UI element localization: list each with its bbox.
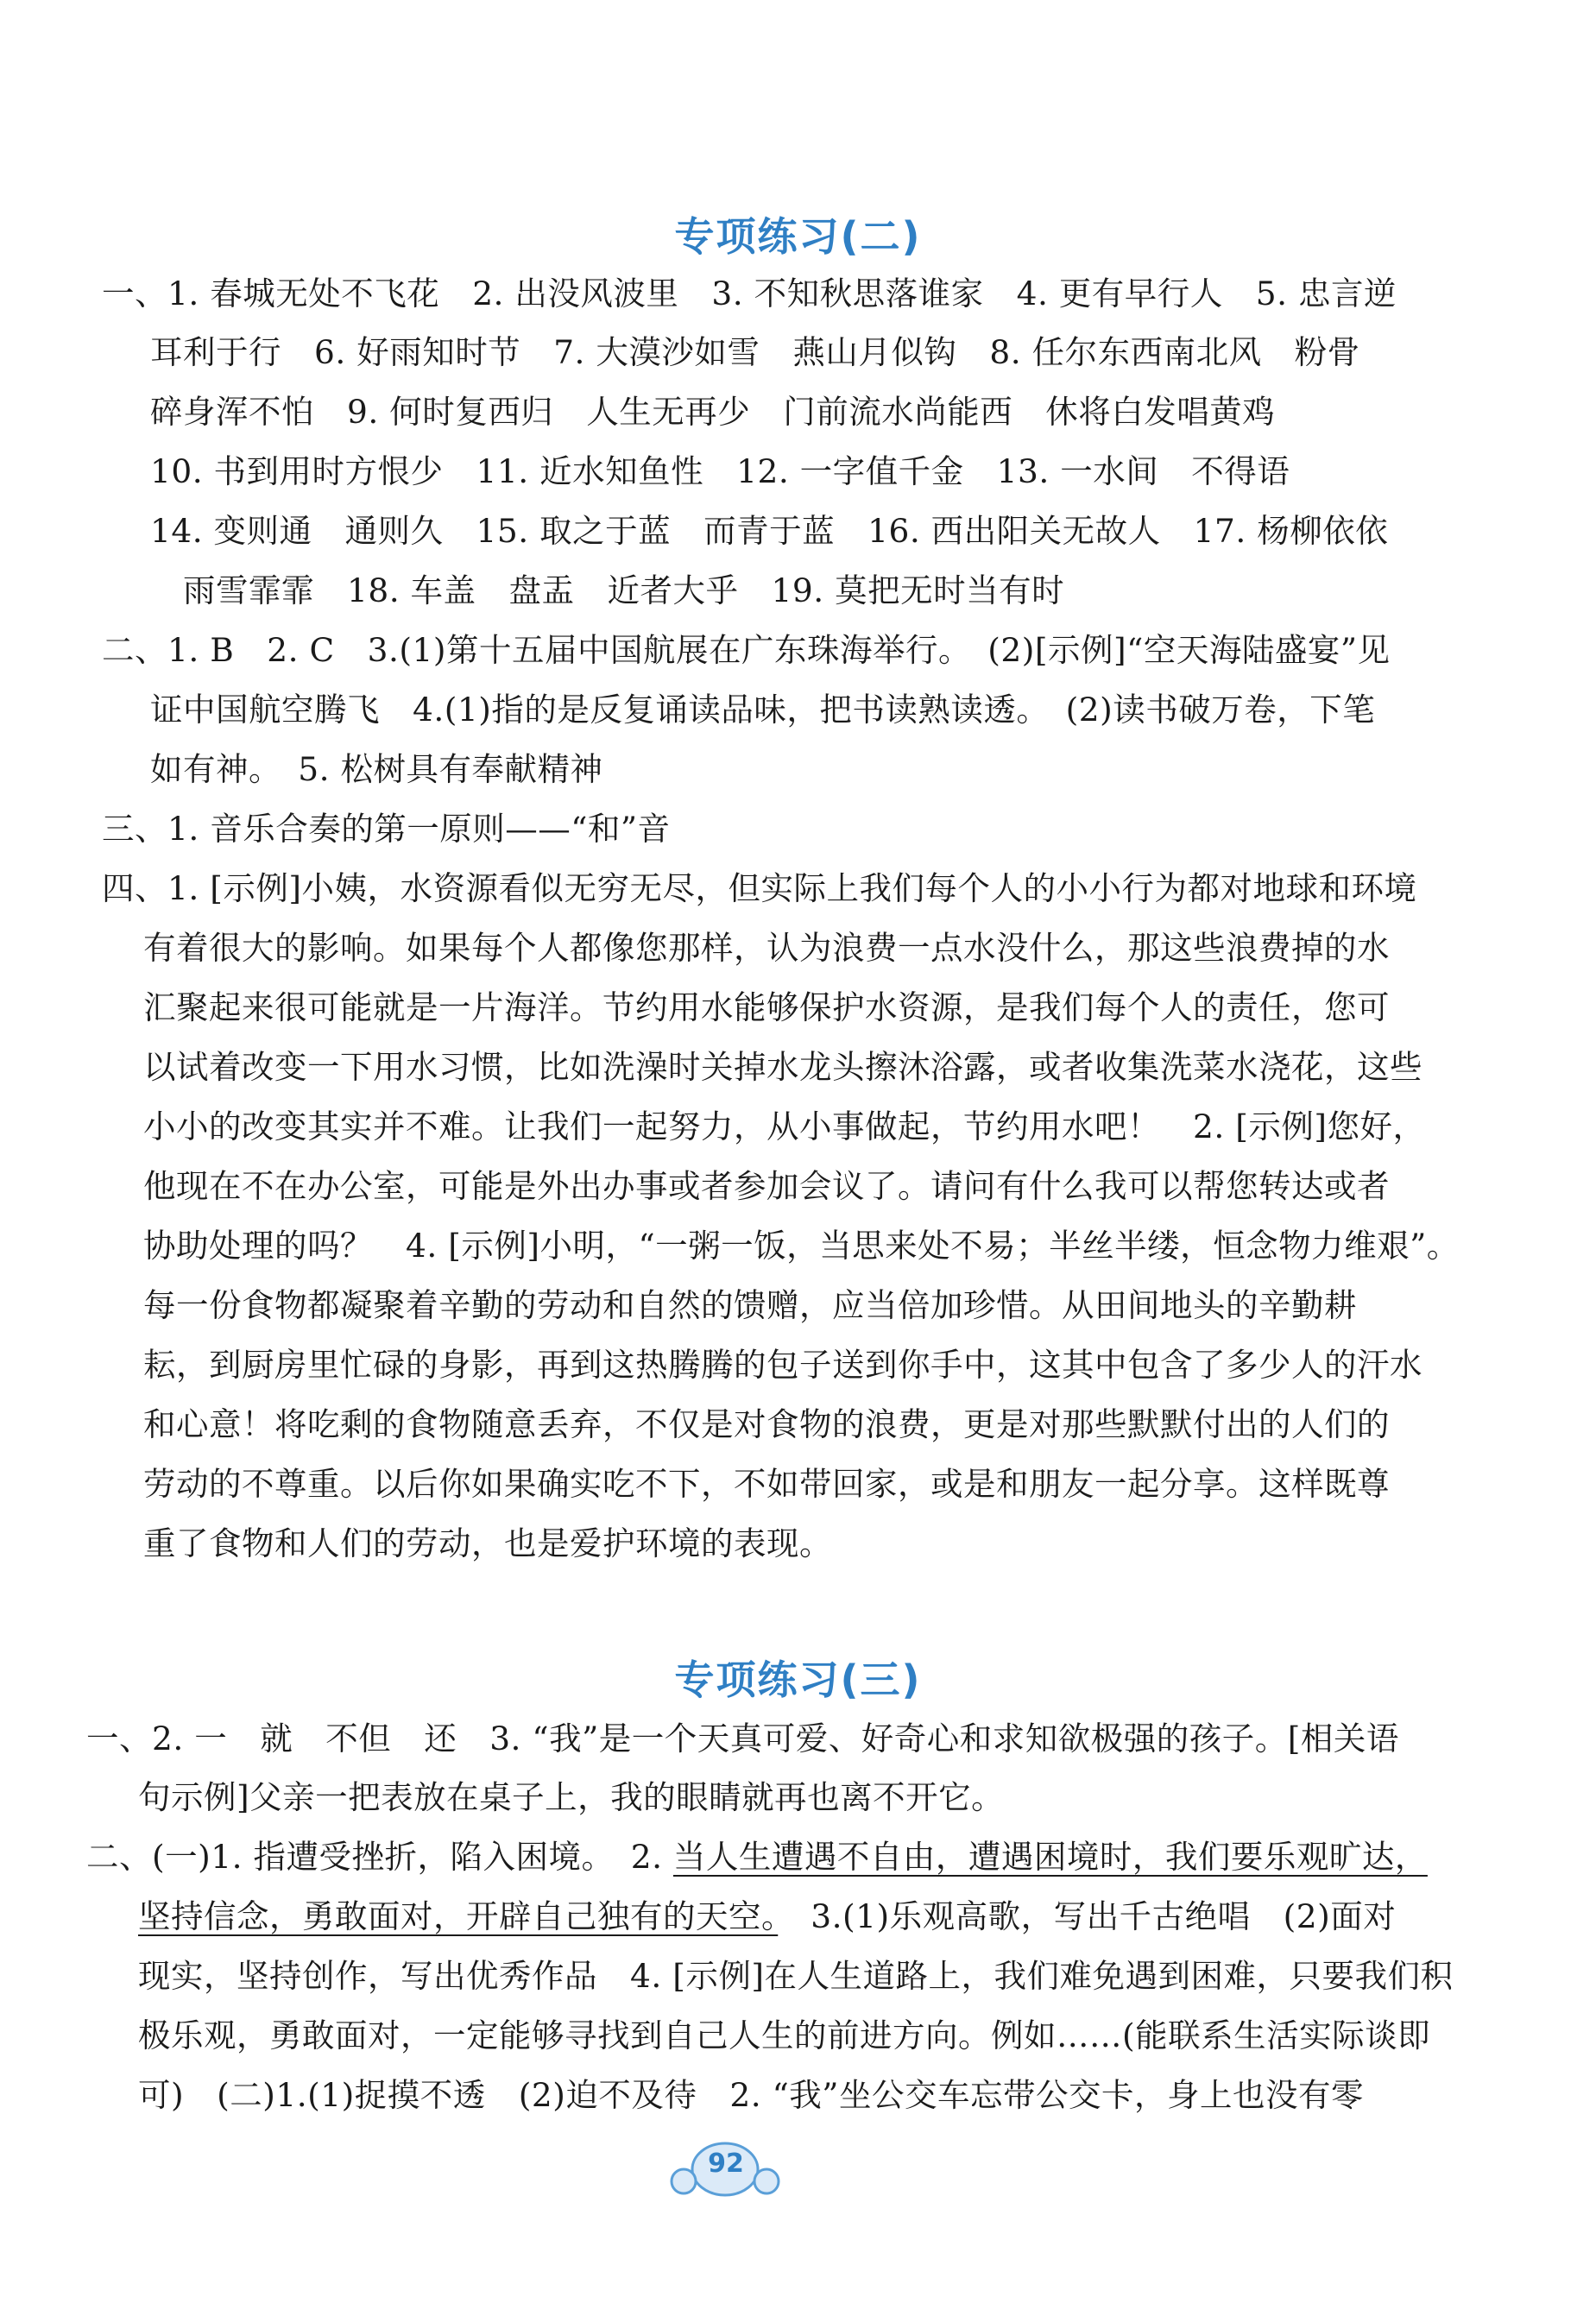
text-line: 二、1. B 2. C 3.(1)第十五届中国航展在广东珠海举行。 (2)[示例]“空天海陆盛宴”见 <box>102 631 1391 669</box>
text-line: 如有神。 5. 松树具有奉献精神 <box>150 750 603 788</box>
text-line: 每一份食物都凝聚着辛勤的劳动和自然的馈赠，应当倍加珍惜。从田间地头的辛勤耕 <box>143 1286 1357 1324</box>
underlined-answer: 当人生遭遇不自由，遭遇困境时，我们要乐观旷达， <box>672 1838 1428 1876</box>
text-line: 和心意！将吃剩的食物随意丢弃，不仅是对食物的浪费，更是对那些默默付出的人们的 <box>143 1405 1390 1443</box>
text-line: 14. 变则通 通则久 15. 取之于蓝 而青于蓝 16. 西出阳关无故人 17. 杨柳依依 <box>150 512 1389 550</box>
section-title-3: 专项练习(三) <box>674 1656 922 1703</box>
text-line: 汇聚起来很可能就是一片海洋。节约用水能够保护水资源，是我们每个人的责任，您可 <box>143 988 1390 1026</box>
line-prefix: 二、(一)1. 指遭受挫折，陷入困境。 2. <box>86 1838 673 1876</box>
text-line: 可) (二)1.(1)捉摸不透 (2)迫不及待 2. “我”坐公交车忘带公交卡，身上也没有零 <box>138 2076 1364 2114</box>
page-number-badge <box>665 2136 785 2205</box>
section-title-2: 专项练习(二) <box>674 213 922 260</box>
line-suffix: 3.(1)乐观高歌，写出千古绝唱 (2)面对 <box>778 1897 1397 1935</box>
text-line: 证中国航空腾飞 4.(1)指的是反复诵读品味，把书读熟读透。 (2)读书破万卷，下笔 <box>150 691 1376 729</box>
text-line: 一、2. 一 就 不但 还 3. “我”是一个天真可爱、好奇心和求知欲极强的孩子。[相关语 <box>86 1720 1399 1757</box>
text-line: 句示例]父亲一把表放在桌子上，我的眼睛就再也离不开它。 <box>138 1778 1005 1816</box>
text-line: 以试着改变一下用水习惯，比如洗澡时关掉水龙头擦沐浴露，或者收集洗菜水浇花，这些 <box>143 1048 1423 1086</box>
text-line: 碎身浑不怕 9. 何时复西归 人生无再少 门前流水尚能西 休将白发唱黄鸡 <box>150 393 1276 431</box>
text-line: 耳利于行 6. 好雨知时节 7. 大漠沙如雪 燕山月似钩 8. 任尔东西南北风 粉骨 <box>150 333 1360 371</box>
text-line <box>138 1896 1396 1937</box>
text-line: 现实，坚持创作，写出优秀作品 4. [示例]在人生道路上，我们难免遇到困难，只要我们积 <box>138 1957 1454 1995</box>
text-line: 10. 书到用时方恨少 11. 近水知鱼性 12. 一字值千金 13. 一水间 不得语 <box>150 452 1290 490</box>
text-line: 一、1. 春城无处不飞花 2. 出没风波里 3. 不知秋思落谁家 4. 更有早行人 5. 忠言逆 <box>102 275 1397 312</box>
text-line: 三、1. 音乐合奏的第一原则——“和”音 <box>102 810 671 848</box>
text-line: 耘，到厨房里忙碌的身影，再到这热腾腾的包子送到你手中，这其中包含了多少人的汗水 <box>143 1346 1423 1384</box>
text-line: 小小的改变其实并不难。让我们一起努力，从小事做起，节约用水吧！ 2. [示例]您好， <box>143 1107 1426 1145</box>
page-number: 92 <box>708 2149 744 2179</box>
text-line: 协助处理的吗？ 4. [示例]小明，“一粥一饭，当思来处不易；半丝半缕，恒念物力维艰”。 <box>143 1227 1460 1265</box>
text-line: 重了食物和人们的劳动，也是爱护环境的表现。 <box>143 1524 832 1562</box>
text-line: 四、1. [示例]小姨，水资源看似无穷无尽，但实际上我们每个人的小小行为都对地球和环境 <box>102 869 1417 907</box>
underlined-answer: 坚持信念，勇敢面对，开辟自己独有的天空。 <box>138 1897 779 1935</box>
text-line: 劳动的不尊重。以后你如果确实吃不下，不如带回家，或是和朋友一起分享。这样既尊 <box>143 1465 1390 1503</box>
text-line <box>86 1836 1428 1877</box>
text-line: 雨雪霏霏 18. 车盖 盘盂 近者大乎 19. 莫把无时当有时 <box>183 571 1065 609</box>
text-line: 他现在不在办公室，可能是外出办事或者参加会议了。请问有什么我可以帮您转达或者 <box>143 1167 1390 1205</box>
text-line: 极乐观，勇敢面对，一定能够寻找到自己人生的前进方向。例如……(能联系生活实际谈即 <box>138 2016 1431 2054</box>
text-line: 有着很大的影响。如果每个人都像您那样，认为浪费一点水没什么，那这些浪费掉的水 <box>143 929 1390 967</box>
